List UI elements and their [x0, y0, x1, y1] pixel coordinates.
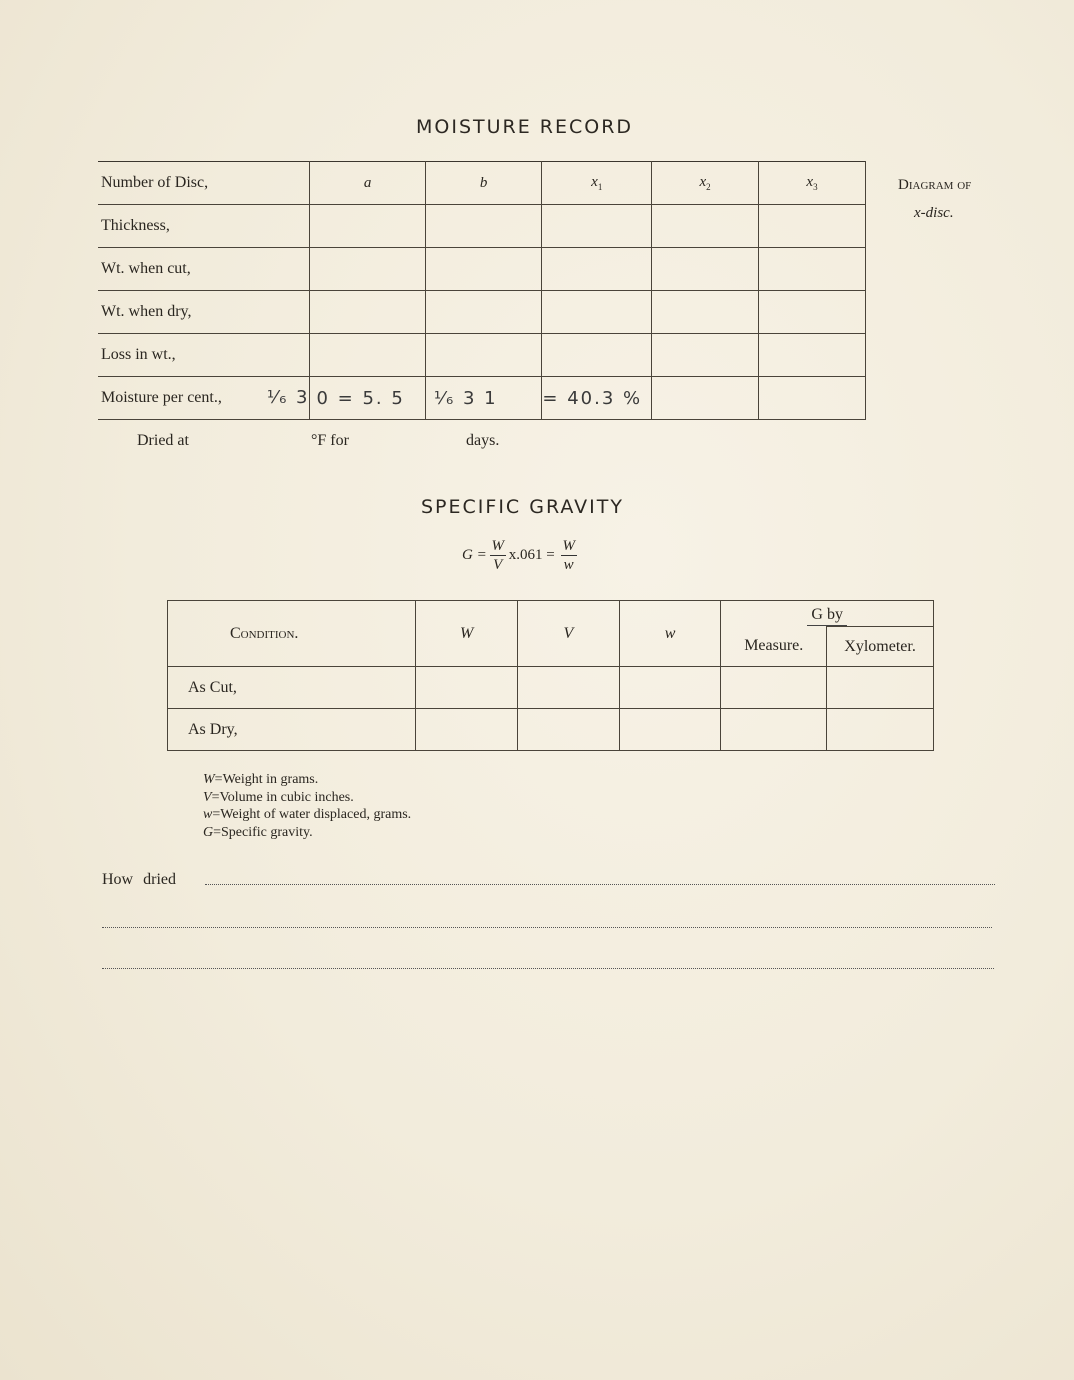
cell	[542, 334, 652, 377]
cell	[542, 205, 652, 248]
row-label: Wt. when dry,	[98, 291, 310, 334]
legend-item: w=Weight of water displaced, grams.	[203, 807, 412, 822]
how-dried-line-2	[102, 927, 992, 928]
table-row	[98, 162, 866, 205]
legend-item: V=Volume in cubic inches.	[203, 789, 354, 805]
cell	[518, 667, 620, 709]
how-dried-line-1	[205, 884, 995, 885]
legend-item: G=Specific gravity.	[203, 824, 313, 840]
table-row	[98, 334, 866, 377]
cell	[542, 248, 652, 291]
col-header-V: V	[518, 601, 620, 667]
cell	[416, 667, 518, 709]
col-header-W: W	[416, 601, 518, 667]
cell	[310, 248, 425, 291]
col-header-x3: $x_3$	[759, 162, 866, 205]
cell	[652, 205, 759, 248]
cell	[759, 205, 866, 248]
row-label: Wt. when cut,	[98, 248, 310, 291]
cell	[416, 709, 518, 751]
moisture-record-title: MOISTURE RECORD	[416, 116, 634, 138]
legend-item: W=Weight in grams.	[203, 772, 319, 787]
specific-gravity-title: SPECIFIC GRAVITY	[421, 496, 624, 518]
table-row	[98, 377, 866, 420]
table-row	[168, 601, 934, 627]
handwritten-note: = 40.3 %	[542, 387, 643, 409]
cell	[310, 291, 425, 334]
cell	[425, 377, 542, 420]
cell	[652, 334, 759, 377]
cell	[542, 291, 652, 334]
dried-at-label: Dried at	[137, 432, 189, 449]
handwritten-note: ⅟₆ 3 1	[433, 387, 498, 409]
cell	[425, 334, 542, 377]
col-header-xylometer: Xylometer.	[827, 627, 934, 667]
col-header-condition: Condition.	[168, 601, 416, 667]
col-header-x1: $x_1$	[542, 162, 652, 205]
handwritten-note: ⅟₆ 3	[266, 387, 310, 408]
cell	[652, 377, 759, 420]
row-label: Number of Disc,	[98, 162, 310, 205]
col-header-x2: $x_2$	[652, 162, 759, 205]
gravity-formula: G = $\frac{W}{V}$ x.061 = $\frac{W}{w}$	[462, 537, 575, 573]
cell	[425, 205, 542, 248]
row-label: As Cut,	[168, 667, 416, 709]
diagram-label-disc: x-disc.	[914, 205, 954, 221]
row-label: Moisture per cent., ⅟₆ 3	[98, 377, 310, 420]
cell	[652, 291, 759, 334]
cell	[759, 291, 866, 334]
table-row	[98, 291, 866, 334]
legend	[203, 771, 411, 841]
cell	[310, 334, 425, 377]
moisture-table	[98, 161, 866, 420]
table-row	[168, 709, 934, 751]
table-row	[98, 248, 866, 291]
cell	[759, 334, 866, 377]
fahrenheit-for-label: °F for	[311, 432, 349, 449]
col-header-b: b	[425, 162, 542, 205]
how-dried-label: How dried	[102, 871, 176, 888]
cell	[518, 709, 620, 751]
row-label: As Dry,	[168, 709, 416, 751]
specific-gravity-table	[167, 600, 934, 751]
cell	[619, 667, 721, 709]
cell	[759, 377, 866, 420]
col-header-measure: Measure.	[721, 627, 827, 667]
row-label: Loss in wt.,	[98, 334, 310, 377]
handwritten-note: 0 = 5. 5	[316, 387, 405, 409]
cell	[310, 377, 425, 420]
col-header-w: w	[619, 601, 721, 667]
table-row	[98, 205, 866, 248]
cell	[310, 205, 425, 248]
days-label: days.	[466, 432, 500, 449]
cell	[425, 248, 542, 291]
table-row	[168, 667, 934, 709]
cell	[619, 709, 721, 751]
cell	[827, 667, 934, 709]
cell	[721, 709, 827, 751]
col-header-a: a	[310, 162, 425, 205]
diagram-label: Diagram of	[898, 177, 972, 193]
cell	[652, 248, 759, 291]
col-header-g-by: G by	[721, 601, 934, 627]
cell	[542, 377, 652, 420]
cell	[721, 667, 827, 709]
cell	[827, 709, 934, 751]
cell	[759, 248, 866, 291]
cell	[425, 291, 542, 334]
row-label: Thickness,	[98, 205, 310, 248]
how-dried-line-3	[102, 968, 994, 969]
